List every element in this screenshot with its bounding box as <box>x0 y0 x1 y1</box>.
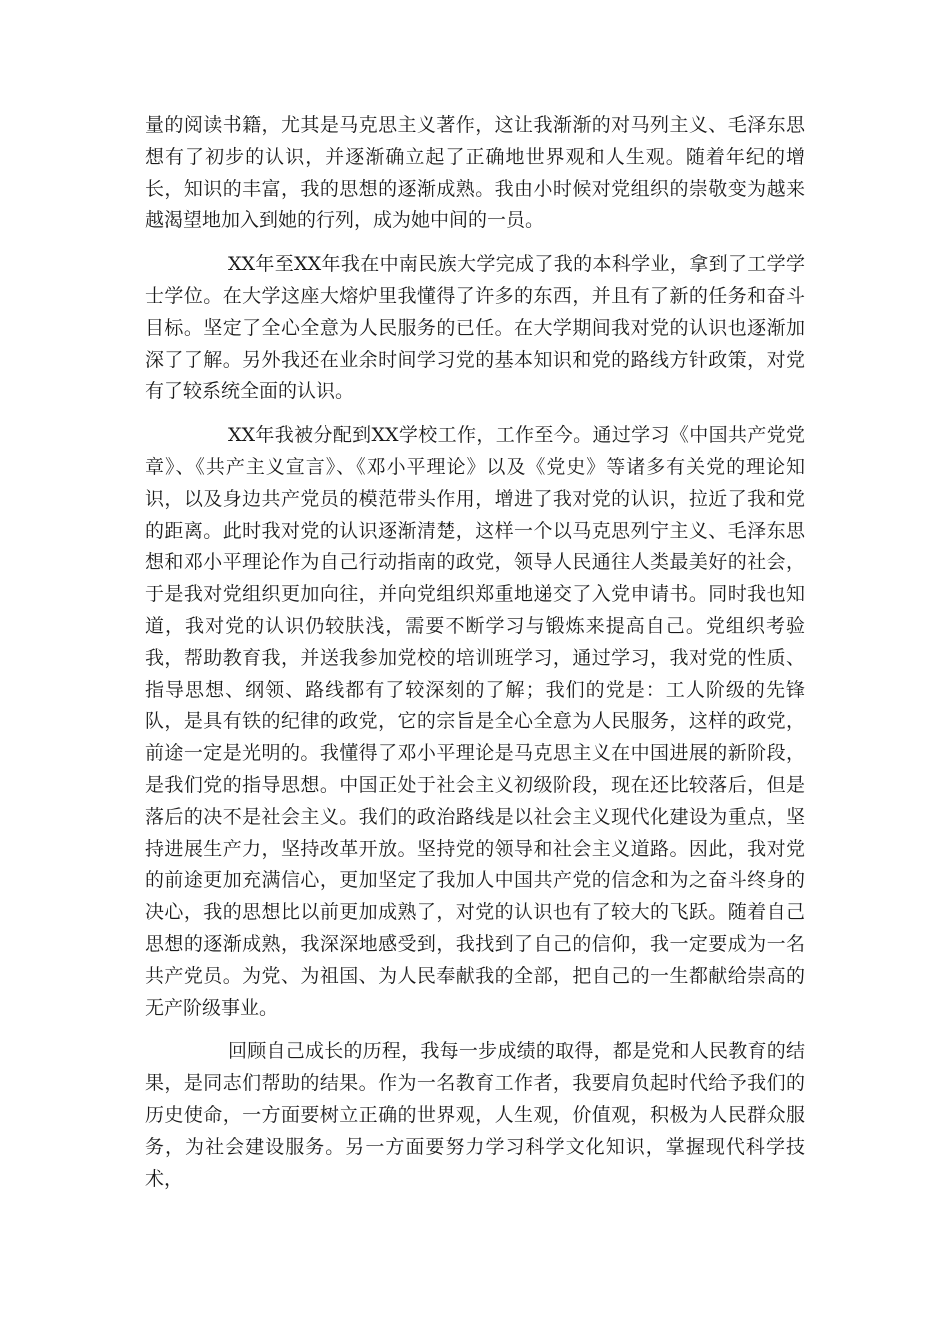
paragraph-3: XX年我被分配到XX学校工作，工作至今。通过学习《中国共产党党章》、《共产主义宣言》、《邓小平理论》以及《党史》等诸多有关党的理论知识，以及身边共产党员的模范带头作用，增进了我对党的认识，拉近了我和党的距离。此时我对党的认识逐渐清楚，这样一个以马克思列宁主义、毛泽东思想和邓小平理论作为自己行动指南的政党，领导人民通往人类最美好的社会，于是我对党组织更加向往，并向党组织郑重地递交了入党申请书。同时我也知道，我对党的认识仍较肤浅，需要不断学习与锻炼来提高自己。党组织考验我，帮助教育我，并送我参加党校的培训班学习，通过学习，我对党的性质、指导思想、纲领、路线都有了较深刻的了解；我们的党是：工人阶级的先锋队，是具有铁的纪律的政党，它的宗旨是全心全意为人民服务，这样的政党，前途一定是光明的。我懂得了邓小平理论是马克思主义在中国进展的新阶段，是我们党的指导思想。中国正处于社会主义初级阶段，现在还比较落后，但是落后的决不是社会主义。我们的政治路线是以社会主义现代化建设为重点，坚持进展生产力，坚持改革开放。坚持党的领导和社会主义道路。因此，我对党的前途更加充满信心，更加坚定了我加人中国共产党的信念和为之奋斗终身的决心，我的思想比以前更加成熟了，对党的认识也有了较大的飞跃。随着自己思想的逐渐成熟，我深深地感受到，我找到了自己的信仰，我一定要成为一名共产党员。为党、为祖国、为人民奉献我的全部，把自己的一生都献给崇高的无产阶级事业。 <box>145 424 805 1019</box>
paragraph-2: XX年至XX年我在中南民族大学完成了我的本科学业，拿到了工学学士学位。在大学这座大熔炉里我懂得了许多的东西，并且有了新的任务和奋斗目标。坚定了全心全意为人民服务的已任。在大学期间我对党的认识也逐渐加深了了解。另外我还在业余时间学习党的基本知识和党的路线方针政策，对党有了较系统全面的认识。 <box>145 253 805 403</box>
paragraph-1: 量的阅读书籍，尤其是马克思主义著作，这让我渐渐的对马列主义、毛泽东思想有了初步的认识，并逐渐确立起了正确地世界观和人生观。随着年纪的增长，知识的丰富，我的思想的逐渐成熟。我由小时候对党组织的崇敬变为越来越渴望地加入到她的行列，成为她中间的一员。 <box>145 114 805 232</box>
paragraph-4: 回顾自己成长的历程，我每一步成绩的取得，都是党和人民教育的结果，是同志们帮助的结果。作为一名教育工作者，我要肩负起时代给予我们的历史使命，一方面要树立正确的世界观，人生观，价值观，积极为人民群众服务，为社会建设服务。另一方面要努力学习科学文化知识，掌握现代科学技术， <box>145 1040 805 1190</box>
document-body <box>145 110 805 1207</box>
